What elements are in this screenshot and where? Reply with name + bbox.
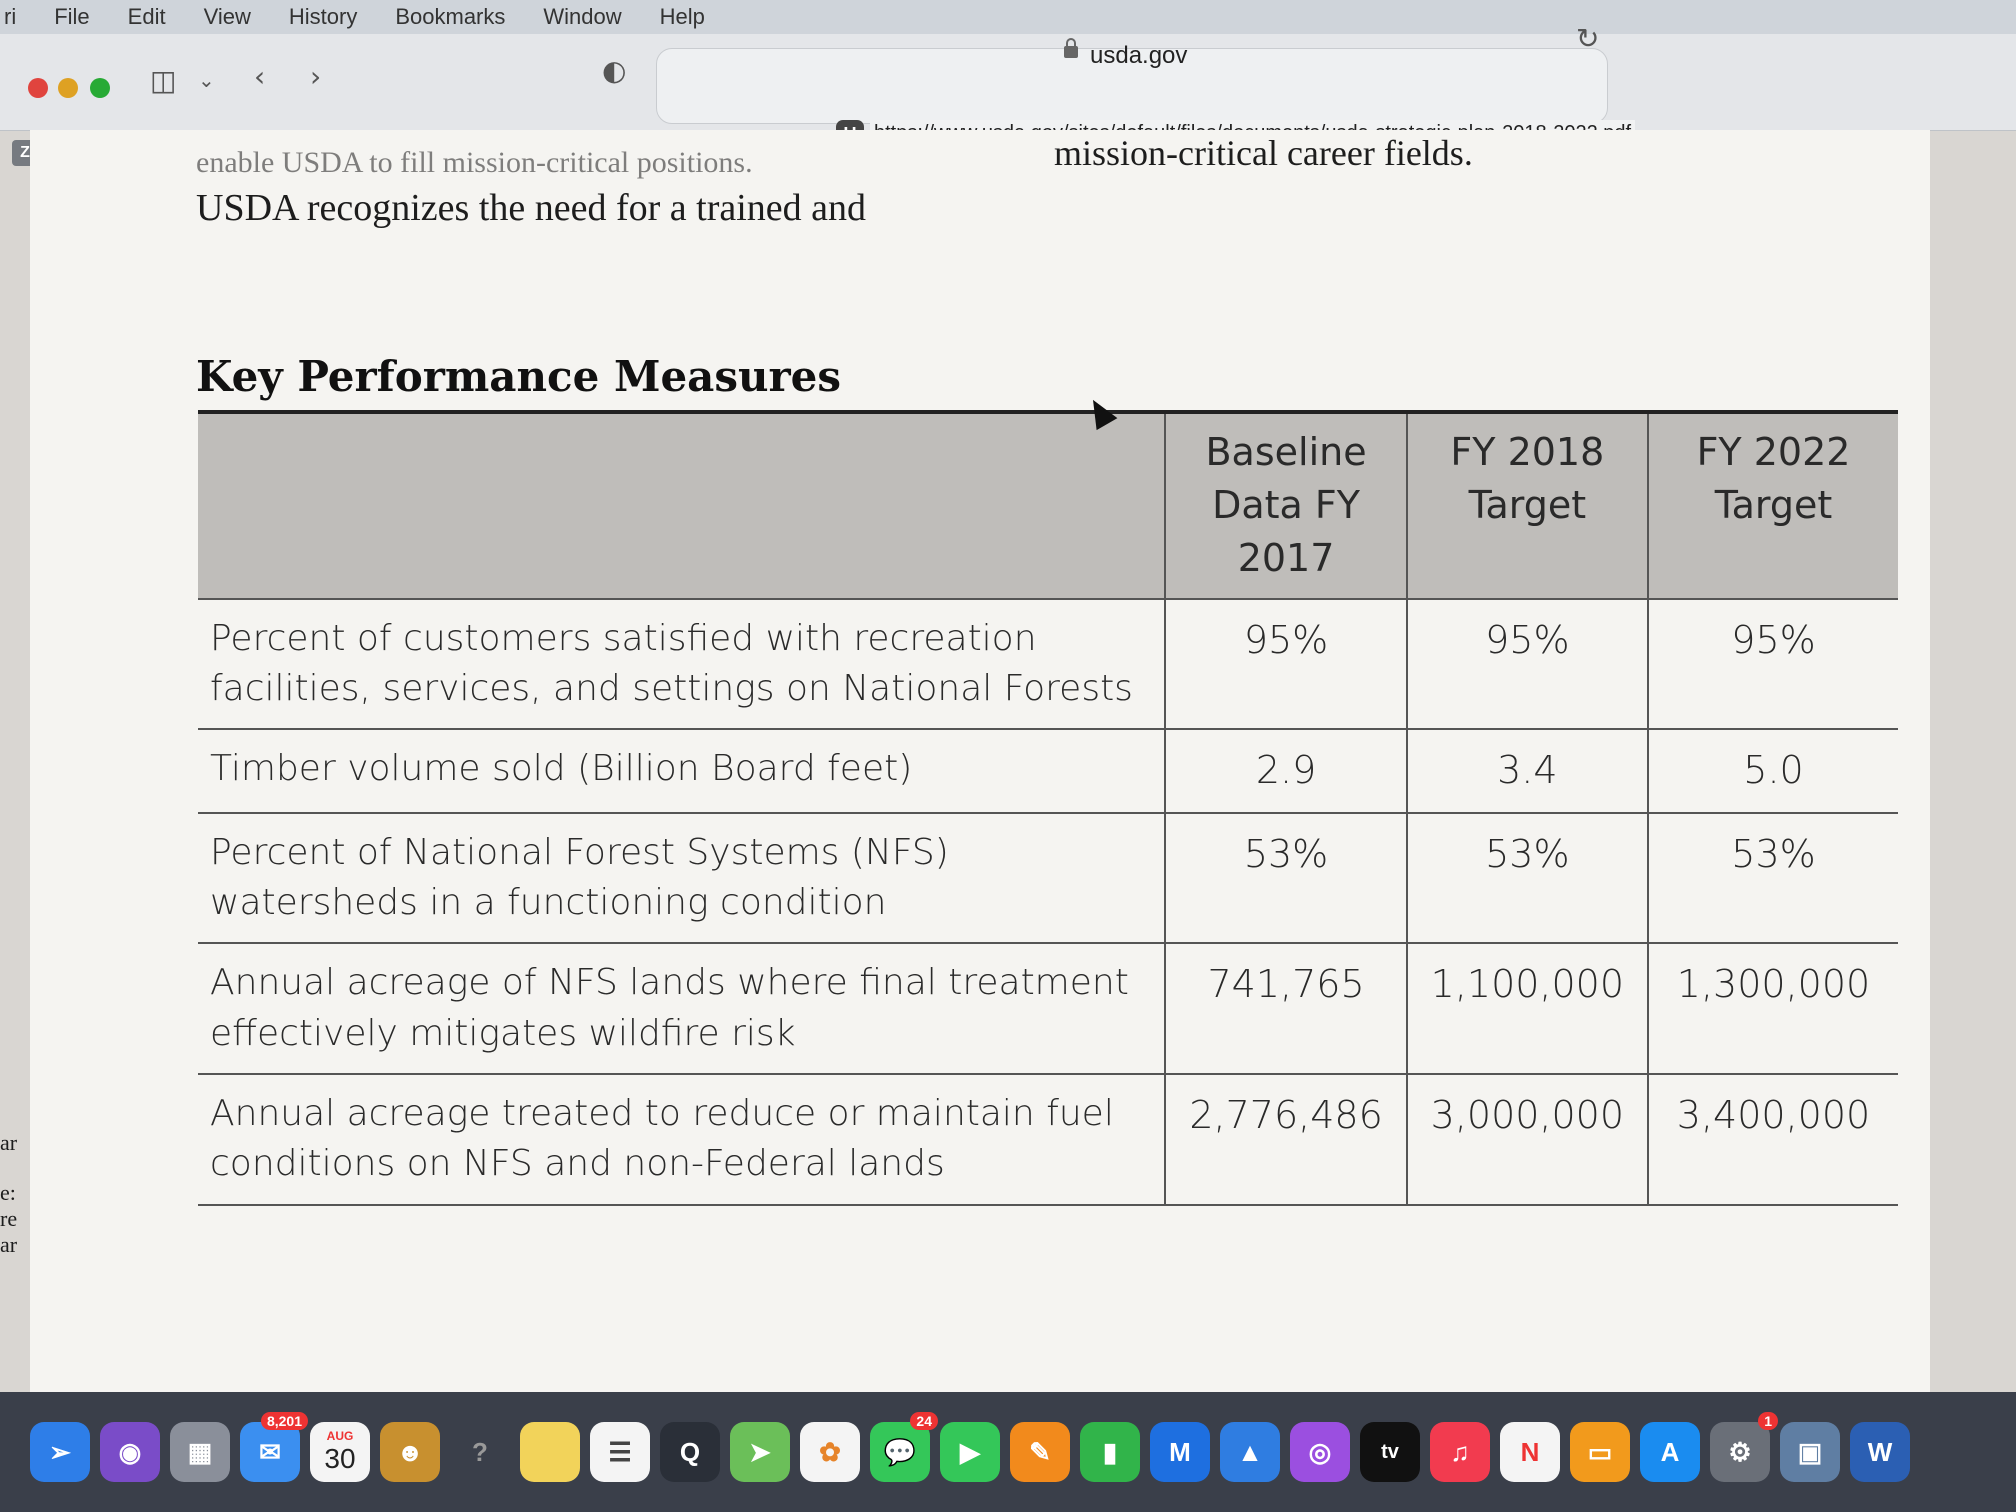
table-row [198,813,1898,944]
calendar-icon[interactable] [310,1422,370,1482]
table-row [198,729,1898,812]
fy2022-cell: 5.0 [1648,729,1898,812]
launchpad-icon[interactable]: ▦ [170,1422,230,1482]
performance-table [198,410,1898,1206]
messages-badge: 24 [910,1412,938,1430]
header-baseline: Baseline Data FY 2017 [1165,412,1406,599]
maps-icon[interactable]: ➤ [730,1422,790,1482]
messages-icon[interactable]: 💬 24 [870,1422,930,1482]
left-margin-fragment-4: ar [0,1232,18,1257]
fy2022-cell: 53% [1648,813,1898,944]
fy2018-cell: 95% [1407,599,1648,730]
photos-icon[interactable]: ✿ [800,1422,860,1482]
section-title: Key Performance Measures [196,352,842,401]
favorite-z[interactable]: Z [12,140,38,166]
menu-file[interactable]: File [54,4,90,29]
menu-history[interactable]: History [288,4,358,29]
calendar-day: 30 [324,1443,356,1474]
preview-icon[interactable]: ▣ [1780,1422,1840,1482]
facetime-icon[interactable]: ▶ [940,1422,1000,1482]
lock-icon [1064,46,1078,58]
zoom-window-button[interactable] [90,78,110,98]
table-row [198,599,1898,730]
reminders-icon[interactable]: ☰ [590,1422,650,1482]
address-domain[interactable]: usda.gov [1090,42,1188,69]
table-row [198,1074,1898,1205]
settings-badge: 1 [1758,1412,1778,1430]
news-icon[interactable]: N [1500,1422,1560,1482]
calendar-month: AUG [326,1429,354,1443]
table-header-row [198,412,1898,599]
books-icon[interactable]: ▭ [1570,1422,1630,1482]
help-question-icon[interactable]: ? [472,1436,488,1467]
measure-cell: Annual acreage of NFS lands where final treatment effectively mitigates wildfire risk [198,943,1165,1074]
word-icon[interactable] [1850,1422,1910,1482]
tv-label: tv [1381,1440,1399,1463]
left-margin-fragment-1: ar [0,1130,18,1155]
baseline-cell: 2,776,486 [1165,1074,1406,1205]
menu-bar [0,0,2016,34]
chevron-down-icon[interactable]: ⌄ [198,68,215,92]
keynote-icon[interactable]: ▲ [1220,1422,1280,1482]
header-fy2022: FY 2022 Target [1648,412,1898,599]
body-line: USDA recognizes the need for a trained and [196,187,867,229]
fy2018-cell: 3,000,000 [1407,1074,1648,1205]
fy2018-cell: 1,100,000 [1407,943,1648,1074]
partial-line-top-right: mission-critical career fields. [1054,133,1473,173]
music-icon[interactable]: ♫ [1430,1422,1490,1482]
notes-icon[interactable] [520,1422,580,1482]
apple-tv-icon[interactable] [1360,1422,1420,1482]
back-icon[interactable]: ‹ [254,60,266,93]
mail-badge: 8,201 [261,1412,308,1430]
menu-view[interactable]: View [203,4,251,29]
measure-cell: Timber volume sold (Billion Board feet) [198,729,1165,812]
close-window-button[interactable] [28,78,48,98]
browser-toolbar [0,34,2016,131]
fy2022-cell: 1,300,000 [1648,943,1898,1074]
malwarebytes-icon[interactable]: M [1150,1422,1210,1482]
numbers-icon[interactable]: ▮ [1080,1422,1140,1482]
app-store-icon[interactable]: A [1640,1422,1700,1482]
menu-app[interactable]: ri [4,4,17,29]
measure-cell: Percent of customers satisfied with recreation facilities, services, and settings on National Forests [198,599,1165,730]
menu-bookmarks[interactable]: Bookmarks [395,4,506,29]
word-label: W [1867,1436,1893,1467]
sidebar-icon[interactable]: ◫ [150,64,177,97]
minimize-window-button[interactable] [58,78,78,98]
forward-icon[interactable]: › [310,60,322,93]
mail-icon[interactable]: ✉ 8,201 [240,1422,300,1482]
contacts-icon[interactable]: ☻ [380,1422,440,1482]
podcasts-icon[interactable]: ◎ [1290,1422,1350,1482]
shield-icon[interactable]: ◐ [602,54,627,87]
fy2022-cell: 95% [1648,599,1898,730]
left-margin-fragment-3: re [0,1206,18,1231]
fy2018-cell: 53% [1407,813,1648,944]
pages-icon[interactable]: ✎ [1010,1422,1070,1482]
left-margin-fragment-2: e: [0,1180,16,1205]
measure-cell: Annual acreage treated to reduce or maintain fuel conditions on NFS and non-Federal lands [198,1074,1165,1205]
measure-cell: Percent of National Forest Systems (NFS) watersheds in a functioning condition [198,813,1165,944]
menu-help[interactable]: Help [659,4,705,29]
quicktime-icon[interactable]: Q [660,1422,720,1482]
menu-window[interactable]: Window [543,4,622,29]
dock [0,1392,2016,1512]
partial-line-top-left: enable USDA to fill mission-critical positions. [196,146,753,179]
table-row [198,943,1898,1074]
fy2018-cell: 3.4 [1407,729,1648,812]
baseline-cell: 741,765 [1165,943,1406,1074]
baseline-cell: 95% [1165,599,1406,730]
header-blank [198,412,1165,599]
siri-icon[interactable]: ◉ [100,1422,160,1482]
menu-edit[interactable]: Edit [127,4,166,29]
baseline-cell: 2.9 [1165,729,1406,812]
fy2022-cell: 3,400,000 [1648,1074,1898,1205]
reload-icon[interactable]: ↻ [1576,22,1600,55]
system-preferences-icon[interactable]: ⚙ 1 [1710,1422,1770,1482]
header-fy2018: FY 2018 Target [1407,412,1648,599]
baseline-cell: 53% [1165,813,1406,944]
safari-icon[interactable]: ➢ [30,1422,90,1482]
